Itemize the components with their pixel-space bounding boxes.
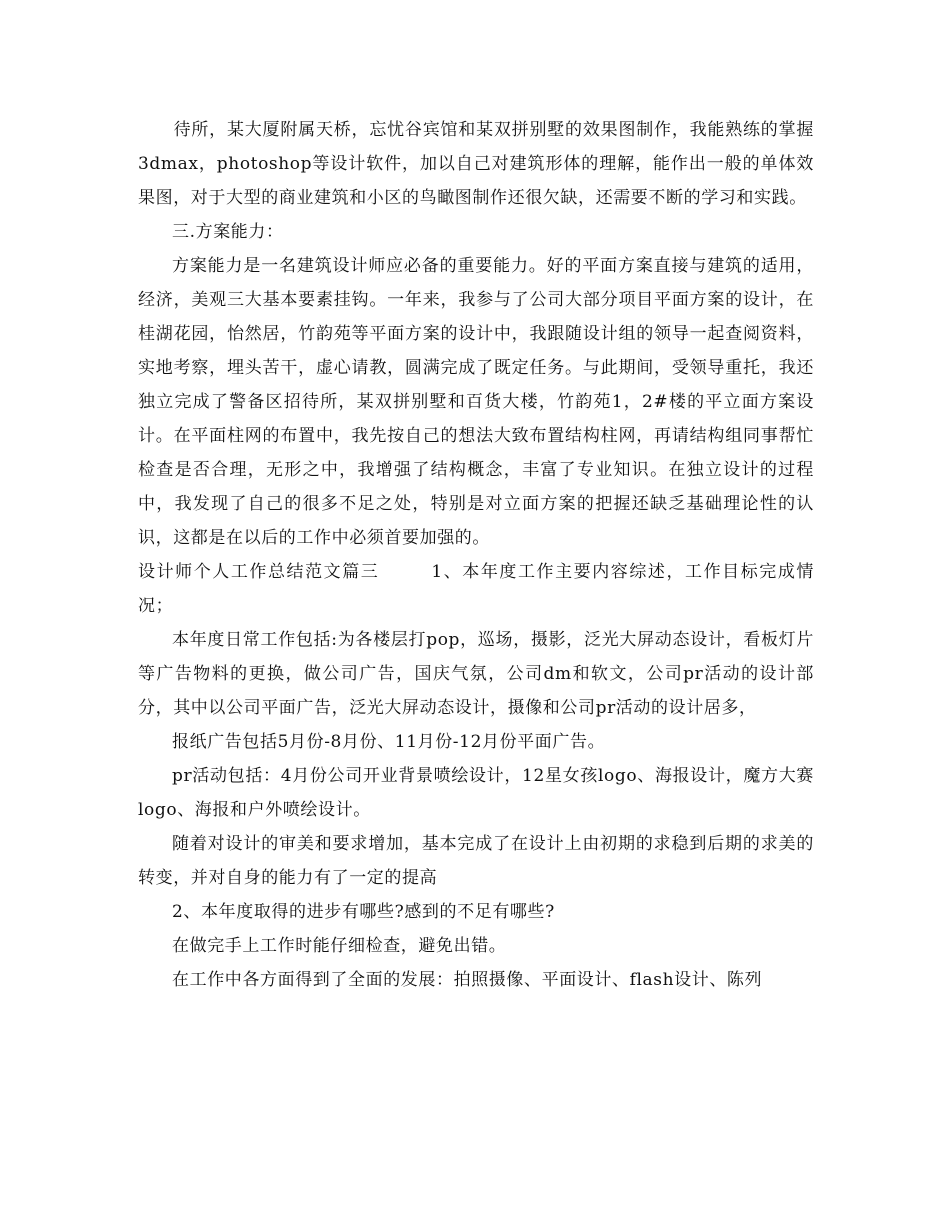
paragraph-newspaper-ads: 报纸广告包括5月份-8月份、11月份-12月份平面广告。: [172, 732, 606, 752]
work-summary-heading: 1、本年度工作主要内容综述，工作目标完成情况；: [138, 562, 814, 616]
paragraph-design-aesthetics: 随着对设计的审美和要求增加，基本完成了在设计上由初期的求稳到后期的求美的转变，并对自身的能力有了一定的提高: [138, 834, 814, 888]
paragraph-development: 在工作中各方面得到了全面的发展：拍照摄像、平面设计、flash设计、陈列: [172, 970, 763, 990]
paragraph-progress-heading: 2、本年度取得的进步有哪些?感到的不足有哪些?: [172, 902, 555, 922]
paragraph-1: 待所，某大厦附属天桥，忘忧谷宾馆和某双拼别墅的效果图制作，我能熟练的掌握3dmax，photoshop等设计软件，加以自己对建筑形体的理解，能作出一般的单体效果图，对于大型的商业建筑和小区的鸟瞰图制作还很欠缺，还需要不断的学习和实践。: [138, 120, 814, 208]
section-heading-proposal-ability: 三.方案能力：: [172, 222, 284, 242]
article-title: 设计师个人工作总结范文篇三: [138, 562, 380, 582]
document-body: [138, 113, 814, 997]
paragraph-pr-activities: pr活动包括：4月份公司开业背景喷绘设计，12星女孩logo、海报设计，魔方大赛logo、海报和户外喷绘设计。: [138, 766, 814, 820]
paragraph-careful-check: 在做完手上工作时能仔细检查，避免出错。: [172, 936, 507, 956]
paragraph-article-three: [138, 555, 814, 623]
paragraph-daily-work: 本年度日常工作包括:为各楼层打pop，巡场，摄影，泛光大屏动态设计，看板灯片等广告物料的更换，做公司广告，国庆气氛，公司dm和软文，公司pr活动的设计部分，其中以公司平面广告，泛光大屏动态设计，摄像和公司pr活动的设计居多，: [138, 630, 814, 718]
paragraph-proposal-ability: 方案能力是一名建筑设计师应必备的重要能力。好的平面方案直接与建筑的适用，经济，美观三大基本要素挂钩。一年来，我参与了公司大部分项目平面方案的设计，在桂湖花园，怡然居，竹韵苑等平面方案的设计中，我跟随设计组的领导一起查阅资料，实地考察，埋头苦干，虚心请教，圆满完成了既定任务。与此期间，受领导重托，我还独立完成了警备区招待所，某双拼别墅和百货大楼，竹韵苑1，2#楼的平立面方案设计。在平面柱网的布置中，我先按自己的想法大致布置结构柱网，再请结构组同事帮忙检查是否合理，无形之中，我增强了结构概念，丰富了专业知识。在独立设计的过程中，我发现了自己的很多不足之处，特别是对立面方案的把握还缺乏基础理论性的认识，这都是在以后的工作中必须首要加强的。: [138, 256, 814, 548]
